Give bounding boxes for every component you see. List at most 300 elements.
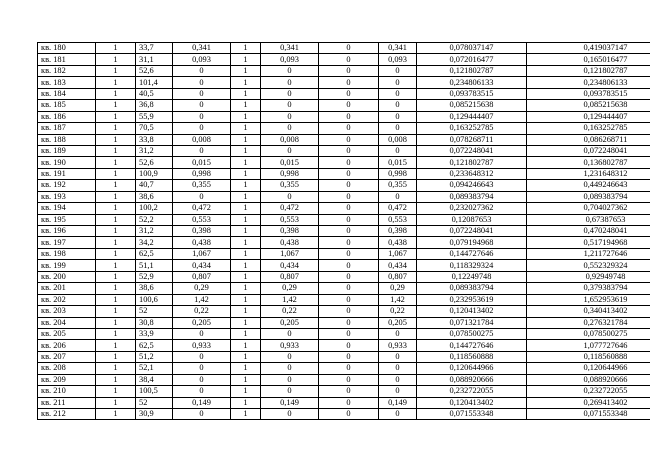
apartment-cell: кв. 191 [38,168,96,179]
apartment-cell: кв. 211 [38,397,96,408]
apartment-cell: кв. 184 [38,88,96,99]
table-row [38,386,650,397]
area-cell: 52,2 [136,214,173,225]
share-cell: 0,093783515 [417,88,527,99]
value2-cell: 0,553 [261,214,319,225]
zero-cell: 0 [319,283,379,294]
zero-cell: 0 [319,386,379,397]
zero-cell: 0 [319,111,379,122]
apartment-cell: кв. 205 [38,328,96,339]
table-row [38,214,650,225]
total-cell: 0,072248041 [527,145,650,156]
value2-cell: 0 [261,145,319,156]
table-row [38,328,650,339]
share-cell: 0,144727646 [417,340,527,351]
area-cell: 40,7 [136,180,173,191]
value2-cell: 0 [261,191,319,202]
apartment-cell: кв. 196 [38,226,96,237]
zero-cell: 0 [319,123,379,134]
apartment-cell: кв. 195 [38,214,96,225]
share-cell: 0,120413402 [417,306,527,317]
value3-cell: 0,008 [379,134,417,145]
share-cell: 0,144727646 [417,248,527,259]
table-row [38,351,650,362]
area-cell: 52,6 [136,65,173,76]
value3-cell: 0,998 [379,168,417,179]
apartment-cell: кв. 204 [38,317,96,328]
count-cell: 1 [96,237,136,248]
total-cell: 0,121802787 [527,65,650,76]
coef-cell: 1 [231,54,261,65]
apartment-cell: кв. 207 [38,351,96,362]
coef-cell: 1 [231,145,261,156]
count-cell: 1 [96,317,136,328]
value-cell: 0 [173,328,231,339]
coef-cell: 1 [231,123,261,134]
area-cell: 52,1 [136,363,173,374]
value-cell: 0,22 [173,306,231,317]
area-cell: 100,5 [136,386,173,397]
value-cell: 0,355 [173,180,231,191]
coef-cell: 1 [231,328,261,339]
coef-cell: 1 [231,88,261,99]
table-row [38,157,650,168]
document-page [37,42,628,420]
total-cell: 0,088920666 [527,374,650,385]
value2-cell: 0,933 [261,340,319,351]
count-cell: 1 [96,294,136,305]
count-cell: 1 [96,386,136,397]
table-row [38,88,650,99]
value-cell: 0 [173,191,231,202]
share-cell: 0,072248041 [417,226,527,237]
area-cell: 101,4 [136,77,173,88]
zero-cell: 0 [319,306,379,317]
total-cell: 0,552329324 [527,260,650,271]
value3-cell: 0 [379,374,417,385]
zero-cell: 0 [319,271,379,282]
value-cell: 0 [173,111,231,122]
value2-cell: 0,008 [261,134,319,145]
value2-cell: 0 [261,386,319,397]
value3-cell: 0 [379,111,417,122]
table-row [38,283,650,294]
value3-cell: 0 [379,145,417,156]
table-row [38,168,650,179]
count-cell: 1 [96,226,136,237]
apartment-cell: кв. 206 [38,340,96,351]
value3-cell: 0,015 [379,157,417,168]
table-row [38,54,650,65]
count-cell: 1 [96,248,136,259]
zero-cell: 0 [319,54,379,65]
value-cell: 0,015 [173,157,231,168]
value-cell: 0 [173,77,231,88]
share-cell: 0,12087653 [417,214,527,225]
table-row [38,248,650,259]
coef-cell: 1 [231,397,261,408]
table-row [38,294,650,305]
zero-cell: 0 [319,409,379,420]
count-cell: 1 [96,168,136,179]
value2-cell: 0,341 [261,43,319,54]
count-cell: 1 [96,65,136,76]
coef-cell: 1 [231,100,261,111]
area-cell: 30,8 [136,317,173,328]
coef-cell: 1 [231,203,261,214]
zero-cell: 0 [319,363,379,374]
value3-cell: 0,355 [379,180,417,191]
share-cell: 0,129444407 [417,111,527,122]
coef-cell: 1 [231,226,261,237]
area-cell: 31,1 [136,54,173,65]
apartment-cell: кв. 189 [38,145,96,156]
share-cell: 0,232953619 [417,294,527,305]
count-cell: 1 [96,111,136,122]
total-cell: 0,234806133 [527,77,650,88]
coef-cell: 1 [231,374,261,385]
coef-cell: 1 [231,168,261,179]
area-cell: 100,2 [136,203,173,214]
value-cell: 0 [173,351,231,362]
zero-cell: 0 [319,88,379,99]
value3-cell: 0 [379,88,417,99]
count-cell: 1 [96,283,136,294]
coef-cell: 1 [231,409,261,420]
value-cell: 0,205 [173,317,231,328]
coef-cell: 1 [231,260,261,271]
value3-cell: 0 [379,386,417,397]
coef-cell: 1 [231,157,261,168]
share-cell: 0,072016477 [417,54,527,65]
value3-cell: 0,205 [379,317,417,328]
share-cell: 0,079194968 [417,237,527,248]
count-cell: 1 [96,43,136,54]
count-cell: 1 [96,397,136,408]
total-cell: 0,269413402 [527,397,650,408]
coef-cell: 1 [231,248,261,259]
value2-cell: 0,398 [261,226,319,237]
value3-cell: 0 [379,191,417,202]
apartment-cell: кв. 190 [38,157,96,168]
coef-cell: 1 [231,77,261,88]
value-cell: 0,149 [173,397,231,408]
share-cell: 0,094246643 [417,180,527,191]
value-cell: 0 [173,386,231,397]
apartment-cell: кв. 180 [38,43,96,54]
total-cell: 0,379383794 [527,283,650,294]
coef-cell: 1 [231,191,261,202]
share-cell: 0,088920666 [417,374,527,385]
value-cell: 0,472 [173,203,231,214]
value2-cell: 0,434 [261,260,319,271]
coef-cell: 1 [231,180,261,191]
area-cell: 52 [136,397,173,408]
zero-cell: 0 [319,134,379,145]
area-cell: 33,8 [136,134,173,145]
share-cell: 0,120413402 [417,397,527,408]
area-cell: 51,2 [136,351,173,362]
value3-cell: 0 [379,123,417,134]
total-cell: 0,67387653 [527,214,650,225]
total-cell: 0,165016477 [527,54,650,65]
count-cell: 1 [96,214,136,225]
zero-cell: 0 [319,180,379,191]
count-cell: 1 [96,363,136,374]
total-cell: 0,340413402 [527,306,650,317]
table-row [38,363,650,374]
apartment-cell: кв. 186 [38,111,96,122]
area-cell: 34,2 [136,237,173,248]
value3-cell: 0,472 [379,203,417,214]
value3-cell: 0 [379,328,417,339]
count-cell: 1 [96,100,136,111]
table-row [38,43,650,54]
zero-cell: 0 [319,191,379,202]
area-cell: 38,6 [136,191,173,202]
table-row [38,65,650,76]
coef-cell: 1 [231,386,261,397]
coef-cell: 1 [231,363,261,374]
count-cell: 1 [96,328,136,339]
total-cell: 0,078500275 [527,328,650,339]
total-cell: 1,211727646 [527,248,650,259]
value-cell: 0 [173,65,231,76]
zero-cell: 0 [319,214,379,225]
value2-cell: 0,205 [261,317,319,328]
apartment-cell: кв. 212 [38,409,96,420]
area-cell: 52,9 [136,271,173,282]
value-cell: 0 [173,409,231,420]
apartment-cell: кв. 203 [38,306,96,317]
zero-cell: 0 [319,340,379,351]
value2-cell: 0 [261,100,319,111]
apartment-cell: кв. 182 [38,65,96,76]
table-row [38,145,650,156]
share-cell: 0,078037147 [417,43,527,54]
value-cell: 1,067 [173,248,231,259]
count-cell: 1 [96,340,136,351]
total-cell: 1,652953619 [527,294,650,305]
coef-cell: 1 [231,43,261,54]
count-cell: 1 [96,260,136,271]
apartment-cell: кв. 202 [38,294,96,305]
apartment-cell: кв. 181 [38,54,96,65]
value3-cell: 1,42 [379,294,417,305]
zero-cell: 0 [319,397,379,408]
area-cell: 33,9 [136,328,173,339]
apartment-cell: кв. 209 [38,374,96,385]
value3-cell: 0,933 [379,340,417,351]
value-cell: 0 [173,374,231,385]
total-cell: 0,517194968 [527,237,650,248]
value3-cell: 0,553 [379,214,417,225]
table-row [38,111,650,122]
coef-cell: 1 [231,271,261,282]
table-row [38,306,650,317]
table-row [38,226,650,237]
table-row [38,180,650,191]
value2-cell: 0,29 [261,283,319,294]
area-cell: 62,5 [136,248,173,259]
apartment-cell: кв. 187 [38,123,96,134]
area-cell: 31,2 [136,226,173,237]
total-cell: 1,077727646 [527,340,650,351]
value-cell: 1,42 [173,294,231,305]
coef-cell: 1 [231,351,261,362]
value2-cell: 0,807 [261,271,319,282]
share-cell: 0,085215638 [417,100,527,111]
apartment-cell: кв. 194 [38,203,96,214]
count-cell: 1 [96,306,136,317]
area-cell: 38,6 [136,283,173,294]
table-row [38,340,650,351]
share-cell: 0,089383794 [417,283,527,294]
table-row [38,260,650,271]
count-cell: 1 [96,134,136,145]
coef-cell: 1 [231,294,261,305]
share-cell: 0,118329324 [417,260,527,271]
zero-cell: 0 [319,145,379,156]
table-row [38,397,650,408]
coef-cell: 1 [231,134,261,145]
total-cell: 0,276321784 [527,317,650,328]
value3-cell: 0 [379,363,417,374]
area-cell: 100,9 [136,168,173,179]
total-cell: 0,086268711 [527,134,650,145]
share-cell: 0,089383794 [417,191,527,202]
area-cell: 30,9 [136,409,173,420]
value-cell: 0,008 [173,134,231,145]
value2-cell: 0 [261,123,319,134]
total-cell: 0,089383794 [527,191,650,202]
count-cell: 1 [96,409,136,420]
share-cell: 0,121802787 [417,157,527,168]
value2-cell: 0,015 [261,157,319,168]
value2-cell: 0,355 [261,180,319,191]
apartment-cell: кв. 199 [38,260,96,271]
apartment-cell: кв. 193 [38,191,96,202]
total-cell: 0,129444407 [527,111,650,122]
total-cell: 0,92949748 [527,271,650,282]
value-cell: 0 [173,145,231,156]
apartment-cell: кв. 185 [38,100,96,111]
share-cell: 0,163252785 [417,123,527,134]
apartment-cell: кв. 198 [38,248,96,259]
area-cell: 36,8 [136,100,173,111]
share-cell: 0,078500275 [417,328,527,339]
area-cell: 31,2 [136,145,173,156]
zero-cell: 0 [319,374,379,385]
value3-cell: 0 [379,100,417,111]
count-cell: 1 [96,191,136,202]
value-cell: 0,438 [173,237,231,248]
total-cell: 1,231648312 [527,168,650,179]
total-cell: 0,085215638 [527,100,650,111]
share-cell: 0,072248041 [417,145,527,156]
zero-cell: 0 [319,203,379,214]
table-body [38,43,650,420]
zero-cell: 0 [319,226,379,237]
apartment-cell: кв. 183 [38,77,96,88]
value-cell: 0,434 [173,260,231,271]
table-row [38,374,650,385]
value3-cell: 0 [379,77,417,88]
area-cell: 52 [136,306,173,317]
table-row [38,317,650,328]
value2-cell: 0 [261,77,319,88]
value-cell: 0,341 [173,43,231,54]
area-cell: 40,5 [136,88,173,99]
value3-cell: 0,434 [379,260,417,271]
area-cell: 100,6 [136,294,173,305]
value3-cell: 0,807 [379,271,417,282]
share-cell: 0,120644966 [417,363,527,374]
value3-cell: 0 [379,65,417,76]
share-cell: 0,118560888 [417,351,527,362]
apartment-cell: кв. 210 [38,386,96,397]
value2-cell: 0 [261,374,319,385]
apartment-cell: кв. 201 [38,283,96,294]
zero-cell: 0 [319,317,379,328]
value3-cell: 0,22 [379,306,417,317]
share-cell: 0,234806133 [417,77,527,88]
area-cell: 33,7 [136,43,173,54]
share-cell: 0,121802787 [417,65,527,76]
coef-cell: 1 [231,214,261,225]
coef-cell: 1 [231,306,261,317]
total-cell: 0,704027362 [527,203,650,214]
value3-cell: 0,29 [379,283,417,294]
zero-cell: 0 [319,157,379,168]
value2-cell: 0 [261,111,319,122]
value2-cell: 0 [261,363,319,374]
area-cell: 55,9 [136,111,173,122]
table-row [38,123,650,134]
count-cell: 1 [96,351,136,362]
zero-cell: 0 [319,77,379,88]
zero-cell: 0 [319,65,379,76]
count-cell: 1 [96,77,136,88]
value3-cell: 0 [379,351,417,362]
apartment-cell: кв. 192 [38,180,96,191]
table-row [38,77,650,88]
value3-cell: 1,067 [379,248,417,259]
total-cell: 0,232722055 [527,386,650,397]
area-cell: 51,1 [136,260,173,271]
share-cell: 0,071553348 [417,409,527,420]
value-cell: 0,398 [173,226,231,237]
apartment-cell: кв. 208 [38,363,96,374]
total-cell: 0,470248041 [527,226,650,237]
table-row [38,237,650,248]
count-cell: 1 [96,123,136,134]
area-cell: 62,5 [136,340,173,351]
value2-cell: 0,149 [261,397,319,408]
zero-cell: 0 [319,168,379,179]
zero-cell: 0 [319,43,379,54]
value-cell: 0 [173,100,231,111]
count-cell: 1 [96,145,136,156]
count-cell: 1 [96,54,136,65]
table-row [38,100,650,111]
share-cell: 0,071321784 [417,317,527,328]
apartment-data-table [37,42,650,420]
value2-cell: 1,42 [261,294,319,305]
count-cell: 1 [96,271,136,282]
value-cell: 0,553 [173,214,231,225]
area-cell: 70,5 [136,123,173,134]
